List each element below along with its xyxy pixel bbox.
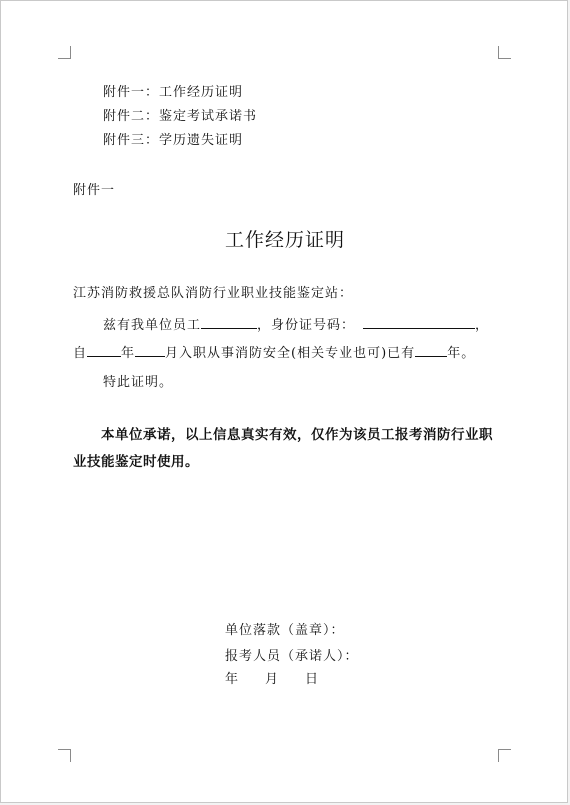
- years-count-blank: [415, 344, 447, 357]
- attachment-item-3: 附件三：学历遗失证明: [103, 133, 244, 148]
- employee-intro-text: 兹有我单位员工: [103, 318, 202, 333]
- signature-applicant: 报考人员（承诺人）：: [225, 649, 359, 664]
- date-year: 年: [225, 672, 240, 687]
- start-year-blank: [87, 344, 121, 357]
- date-month: 月: [265, 672, 280, 687]
- section-label: 附件一: [73, 183, 116, 198]
- employment-text: 月入职从事消防安全(相关专业也可)已有: [165, 346, 416, 361]
- from-text: 自: [73, 346, 88, 361]
- years-end-text: 年。: [447, 346, 476, 361]
- id-number-blank: [363, 316, 475, 329]
- page-corner-mark-bottom-right: [498, 749, 511, 762]
- page-corner-mark-top-right: [498, 46, 511, 59]
- comma-text: ，: [475, 318, 490, 333]
- signature-unit: 单位落款（盖章）：: [225, 623, 345, 638]
- page-corner-mark-top-left: [58, 46, 71, 59]
- signature-date: [225, 668, 319, 687]
- date-day: 日: [305, 672, 320, 687]
- page-corner-mark-bottom-left: [58, 749, 71, 762]
- id-number-label: ，身份证号码：: [257, 318, 356, 333]
- start-month-blank: [135, 344, 165, 357]
- employee-line: [103, 314, 489, 333]
- employee-name-blank: [201, 316, 257, 329]
- attachment-item-2: 附件二：鉴定考试承诺书: [103, 109, 258, 124]
- employment-line: [73, 342, 475, 361]
- document-title: 工作经历证明: [224, 229, 345, 251]
- certify-text: 特此证明。: [103, 375, 174, 390]
- addressee: 江苏消防救援总队消防行业职业技能鉴定站：: [73, 286, 354, 301]
- promise-paragraph: 本单位承诺，以上信息真实有效，仅作为该员工报考消防行业职业技能鉴定时使用。: [73, 427, 493, 470]
- attachment-item-1: 附件一：工作经历证明: [103, 85, 244, 100]
- year-text: 年: [121, 346, 136, 361]
